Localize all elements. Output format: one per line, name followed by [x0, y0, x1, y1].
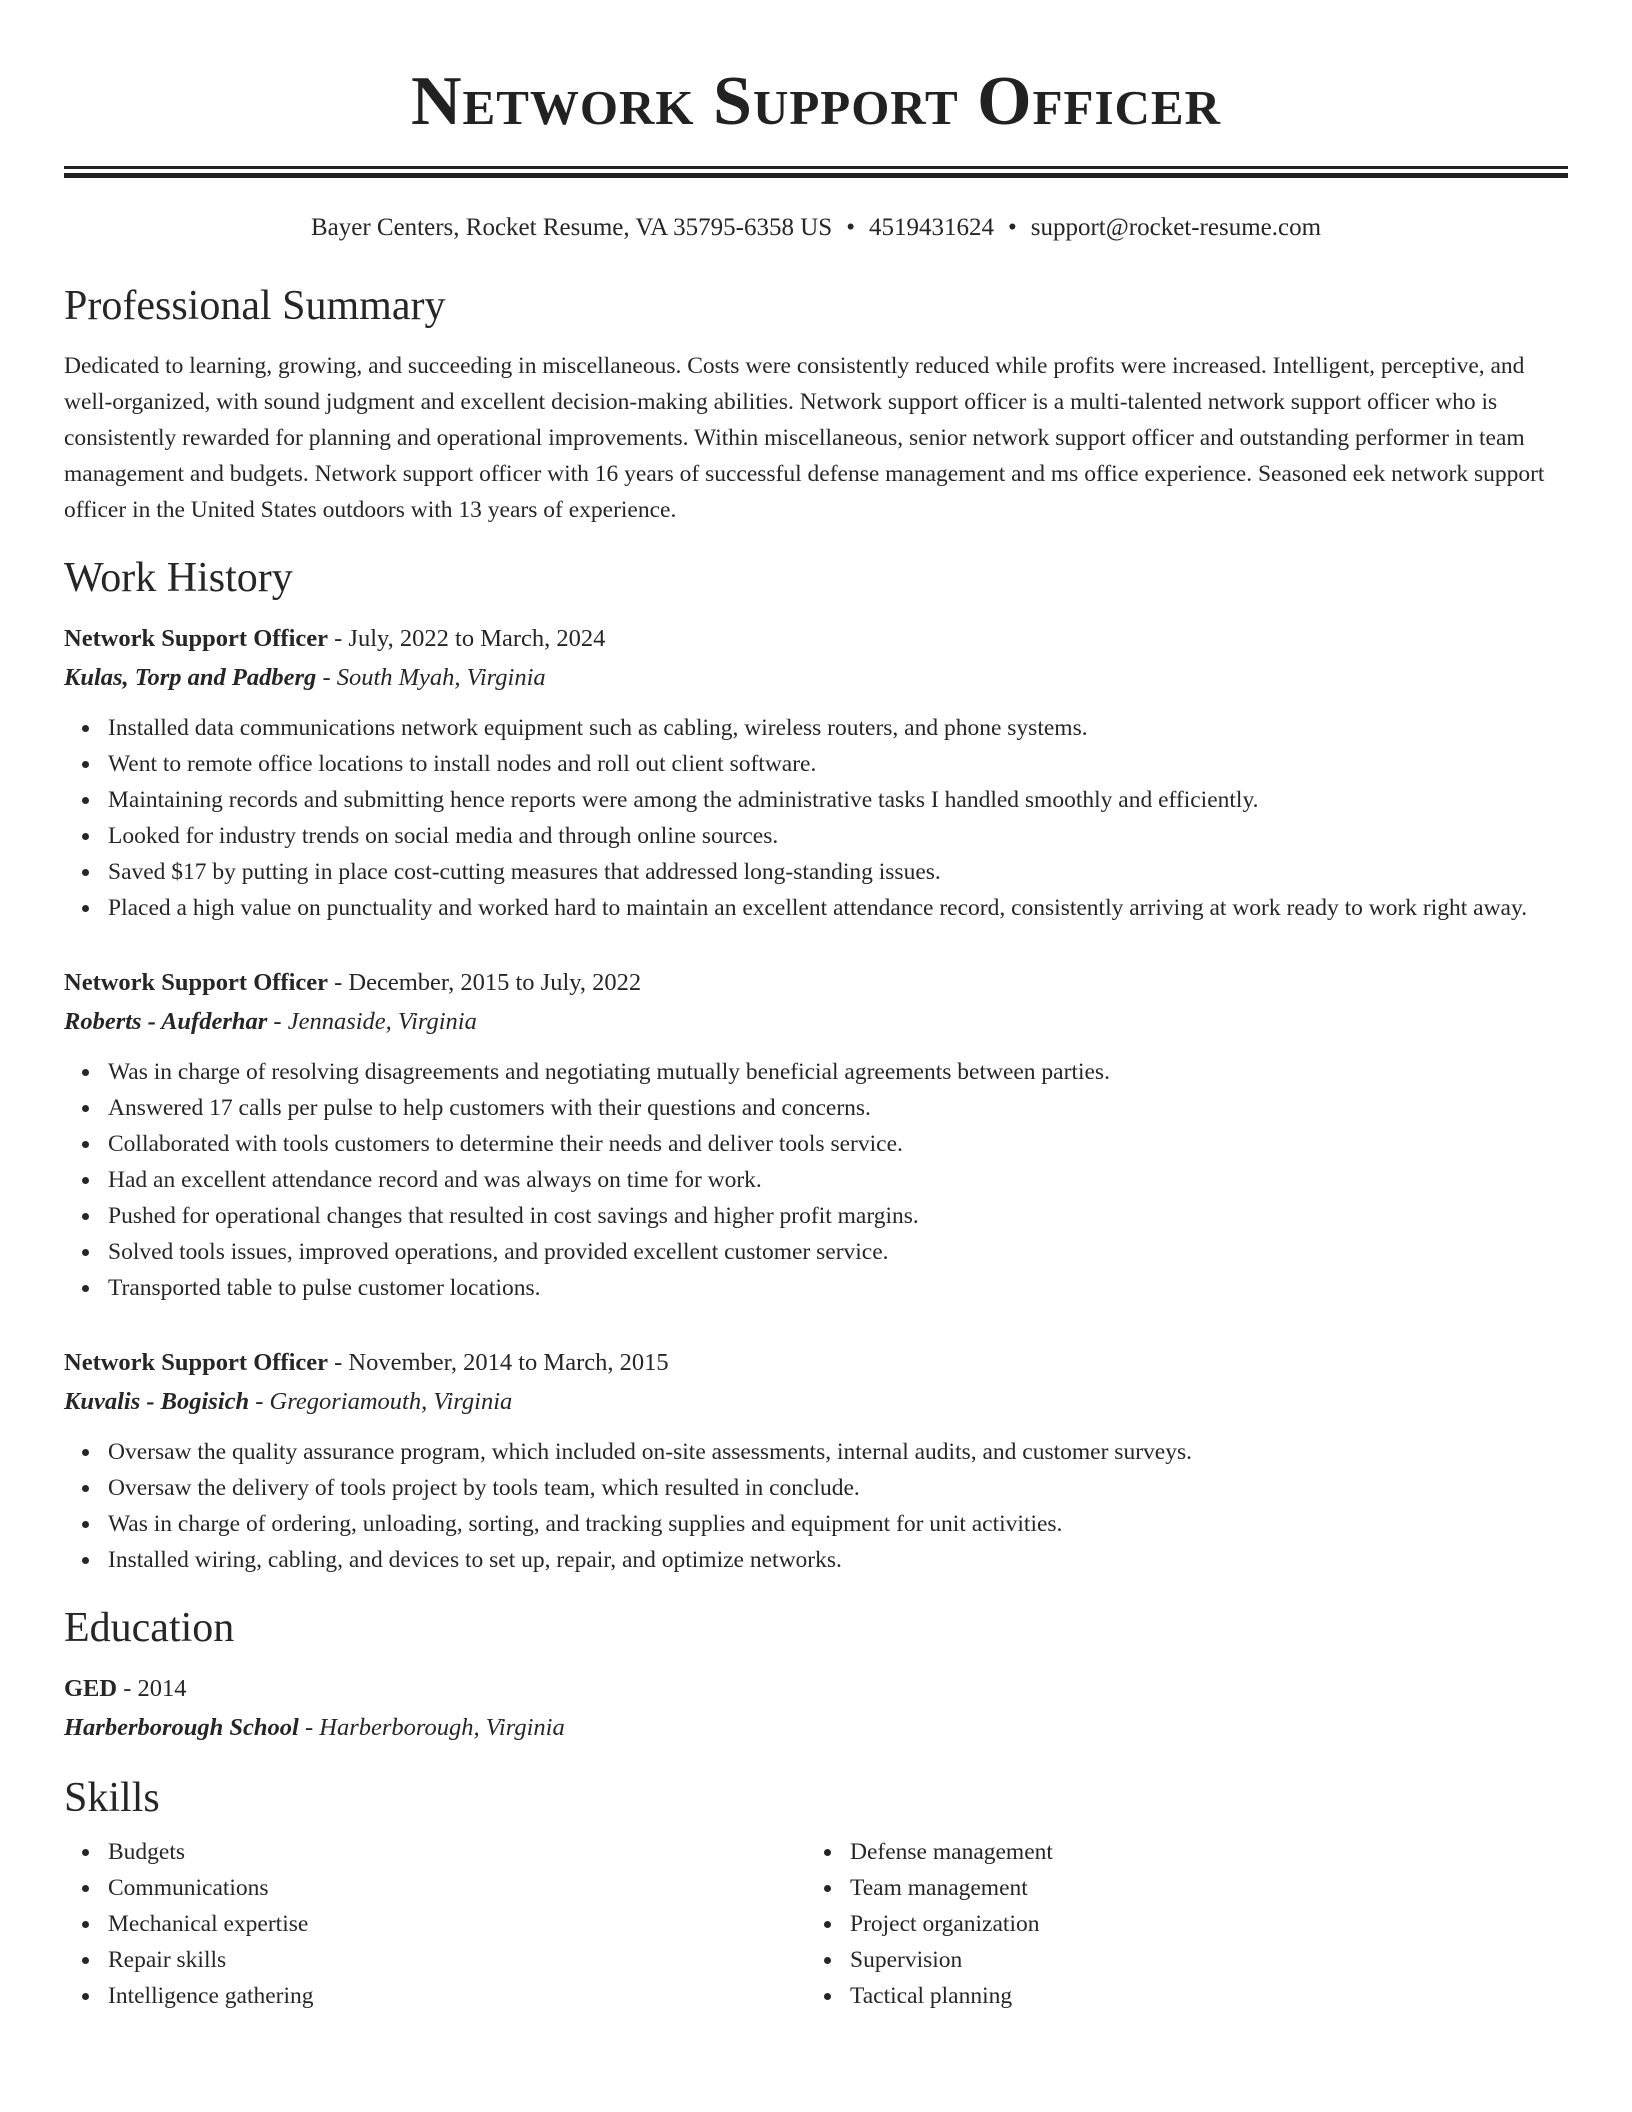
- bullet-text: Installed wiring, cabling, and devices to set up, repair, and optimize networks.: [108, 1547, 842, 1573]
- bullet-text: Solved tools issues, improved operations, and provided excellent customer service.: [108, 1239, 889, 1265]
- list-item: [108, 1470, 1568, 1506]
- skill-item: [108, 1834, 806, 1870]
- skill-item: [108, 1978, 806, 2014]
- job-bullets: [64, 1434, 1568, 1578]
- bullet-icon: [82, 797, 89, 804]
- bullet-text: Saved $17 by putting in place cost-cutting measures that addressed long-standing issues.: [108, 859, 941, 885]
- skill-text: Intelligence gathering: [108, 1983, 314, 2009]
- bullet-icon: [82, 1177, 89, 1184]
- summary-text: Dedicated to learning, growing, and succeeding in miscellaneous. Costs were consistently reduced while profits were increased. Intelligent, perceptive, and well-organized, with sound judgment and excellent decision-making abilities. Network support officer is a multi-talented network support officer who is consistently rewarded for planning and operational improvements. Within miscellaneous, senior network support officer and outstanding performer in team management and budgets. Network support officer with 16 years of successful defense management and ms office experience. Seasoned eek network support officer in the United States outdoors with 13 years of experience.: [64, 353, 1545, 523]
- job-role: Network Support Officer: [64, 1349, 329, 1376]
- education-year: - 2014: [117, 1675, 187, 1702]
- job-dates: - July, 2022 to March, 2024: [328, 625, 606, 652]
- list-item: [108, 1234, 1568, 1270]
- education-degree: GED: [64, 1675, 118, 1702]
- skill-text: Mechanical expertise: [108, 1911, 309, 1937]
- contact-address: Bayer Centers, Rocket Resume, VA 35795-6358 US: [310, 214, 833, 241]
- bullet-icon: [82, 1921, 89, 1928]
- job-title-line: [64, 620, 1568, 658]
- skill-text: Team management: [850, 1875, 1028, 1901]
- job-entry: [64, 964, 1568, 1306]
- bullet-text: Placed a high value on punctuality and worked hard to maintain an excellent attendance record, consistently arriving at work ready to work right away.: [108, 895, 1528, 921]
- contact-separator: •: [846, 214, 855, 241]
- education-entry: [64, 1670, 1568, 1748]
- skill-text: Communications: [108, 1875, 269, 1901]
- skill-text: Project organization: [850, 1911, 1040, 1937]
- bullet-icon: [824, 1993, 831, 2000]
- list-item: [108, 1270, 1568, 1306]
- resume-name: Network Support Officer: [410, 63, 1221, 140]
- list-item: [108, 1162, 1568, 1198]
- list-item: [108, 1506, 1568, 1542]
- education-location: - Harberborough, Virginia: [298, 1714, 565, 1741]
- bullet-icon: [82, 1213, 89, 1220]
- job-bullets: [64, 1054, 1568, 1306]
- list-item: [108, 1090, 1568, 1126]
- bullet-icon: [82, 1993, 89, 2000]
- list-item: [108, 1542, 1568, 1578]
- skill-item: [850, 1870, 1548, 1906]
- bullet-icon: [82, 1957, 89, 1964]
- skill-text: Defense management: [850, 1839, 1053, 1865]
- job-company: Roberts - Aufderhar: [64, 1008, 268, 1035]
- job-dates: - December, 2015 to July, 2022: [328, 969, 642, 996]
- bullet-icon: [82, 1885, 89, 1892]
- bullet-icon: [82, 833, 89, 840]
- list-item: [108, 1054, 1568, 1090]
- skill-item: [108, 1942, 806, 1978]
- job-role: Network Support Officer: [64, 969, 329, 996]
- skill-text: Tactical planning: [850, 1983, 1013, 2009]
- job-company-line: [64, 1002, 1568, 1042]
- job-location: - Gregoriamouth, Virginia: [249, 1388, 513, 1415]
- bullet-text: Transported table to pulse customer locations.: [108, 1275, 541, 1301]
- job-location: - South Myah, Virginia: [316, 664, 546, 691]
- bullet-text: Went to remote office locations to install nodes and roll out client software.: [108, 751, 817, 777]
- bullet-icon: [82, 1141, 89, 1148]
- header-divider: [64, 166, 1568, 178]
- work-history-heading: Work History: [64, 555, 293, 601]
- bullet-icon: [82, 1105, 89, 1112]
- list-item: [108, 890, 1568, 926]
- bullet-icon: [82, 1485, 89, 1492]
- skill-text: Budgets: [108, 1839, 186, 1865]
- list-item: [108, 782, 1568, 818]
- bullet-icon: [82, 1849, 89, 1856]
- bullet-icon: [82, 1449, 89, 1456]
- education-school: Harberborough School: [64, 1714, 299, 1741]
- job-company-line: [64, 658, 1568, 698]
- bullet-text: Had an excellent attendance record and was always on time for work.: [108, 1167, 762, 1193]
- skill-text: Supervision: [850, 1947, 963, 1973]
- skills-heading: Skills: [64, 1775, 160, 1821]
- job-title-line: [64, 1344, 1568, 1382]
- bullet-text: Was in charge of resolving disagreements and negotiating mutually beneficial agreements between parties.: [108, 1059, 1110, 1085]
- contact-line: [64, 212, 1568, 244]
- list-item: [108, 854, 1568, 890]
- bullet-text: Installed data communications network equipment such as cabling, wireless routers, and phone systems.: [108, 715, 1088, 741]
- bullet-icon: [824, 1957, 831, 1964]
- education-school-line: [64, 1708, 1568, 1748]
- skills-right-column: [806, 1834, 1548, 2014]
- job-dates: - November, 2014 to March, 2015: [328, 1349, 669, 1376]
- contact-email: support@rocket-resume.com: [1030, 214, 1322, 241]
- skills-columns: [64, 1834, 1568, 2014]
- bullet-icon: [82, 761, 89, 768]
- skills-left-column: [64, 1834, 806, 2014]
- bullet-icon: [82, 1069, 89, 1076]
- bullet-icon: [82, 1557, 89, 1564]
- bullet-text: Maintaining records and submitting hence reports were among the administrative tasks I handled smoothly and efficiently.: [108, 787, 1259, 813]
- job-role: Network Support Officer: [64, 625, 329, 652]
- bullet-icon: [82, 1521, 89, 1528]
- job-entry: [64, 1344, 1568, 1578]
- skill-text: Repair skills: [108, 1947, 227, 1973]
- bullet-icon: [824, 1921, 831, 1928]
- skill-item: [850, 1978, 1548, 2014]
- job-entry: [64, 620, 1568, 926]
- job-location: - Jennaside, Virginia: [267, 1008, 477, 1035]
- skill-item: [850, 1834, 1548, 1870]
- list-item: [108, 818, 1568, 854]
- bullet-icon: [824, 1885, 831, 1892]
- list-item: [108, 1434, 1568, 1470]
- job-company: Kulas, Torp and Padberg: [64, 664, 317, 691]
- list-item: [108, 746, 1568, 782]
- bullet-icon: [82, 1285, 89, 1292]
- summary-heading: Professional Summary: [64, 283, 446, 329]
- contact-phone: 4519431624: [868, 214, 994, 241]
- bullet-text: Oversaw the quality assurance program, which included on-site assessments, internal audits, and customer surveys.: [108, 1439, 1192, 1465]
- job-company: Kuvalis - Bogisich: [64, 1388, 250, 1415]
- bullet-icon: [82, 905, 89, 912]
- contact-separator: •: [1007, 214, 1017, 241]
- skill-item: [850, 1906, 1548, 1942]
- job-title-line: [64, 964, 1568, 1002]
- bullet-icon: [82, 869, 89, 876]
- list-item: [108, 710, 1568, 746]
- bullet-text: Looked for industry trends on social media and through online sources.: [108, 823, 779, 849]
- skill-item: [108, 1870, 806, 1906]
- skill-item: [108, 1906, 806, 1942]
- bullet-text: Was in charge of ordering, unloading, sorting, and tracking supplies and equipment for unit activities.: [108, 1511, 1063, 1537]
- resume-page: [64, 0, 1568, 2014]
- bullet-icon: [82, 1249, 89, 1256]
- education-heading: Education: [64, 1605, 235, 1651]
- bullet-icon: [82, 725, 89, 732]
- bullet-text: Answered 17 calls per pulse to help customers with their questions and concerns.: [108, 1095, 871, 1121]
- education-degree-line: [64, 1670, 1568, 1708]
- list-item: [108, 1198, 1568, 1234]
- bullet-text: Collaborated with tools customers to determine their needs and deliver tools service.: [108, 1131, 903, 1157]
- skill-item: [850, 1942, 1548, 1978]
- bullet-text: Oversaw the delivery of tools project by tools team, which resulted in conclude.: [108, 1475, 860, 1501]
- bullet-text: Pushed for operational changes that resulted in cost savings and higher profit margins.: [108, 1203, 919, 1229]
- job-company-line: [64, 1382, 1568, 1422]
- list-item: [108, 1126, 1568, 1162]
- bullet-icon: [824, 1849, 831, 1856]
- job-bullets: [64, 710, 1568, 926]
